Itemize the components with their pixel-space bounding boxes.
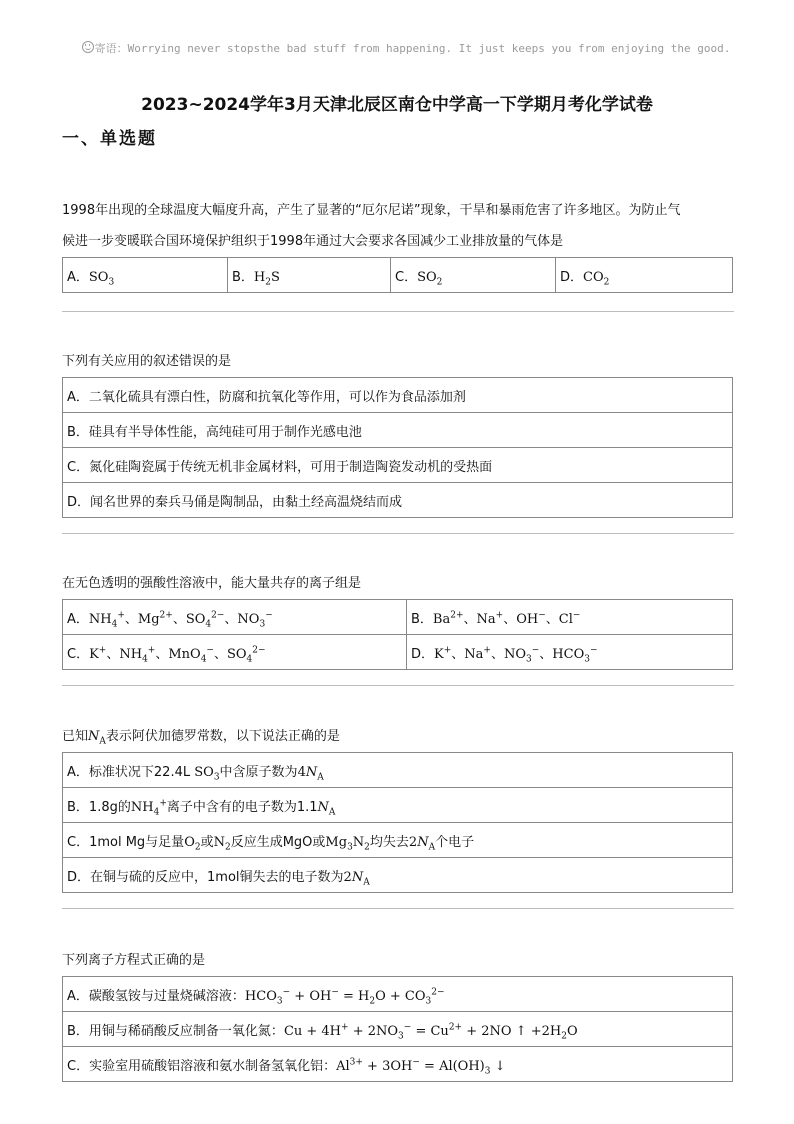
question-stem: 在无色透明的强酸性溶液中，能大量共存的离子组是 <box>62 576 362 591</box>
question-stem: 1998年出现的全球温度大幅度升高，产生了显著的“厄尔尼诺”现象，干旱和暴雨危害了许多地区。为防止气 候进一步变暖联合国环境保护组织于1998年通过大会要求各国减少工业排放量的气体是 <box>62 203 681 249</box>
option-b[interactable]: B．$Ba^{2+}$、Na+、OH−、Cl− <box>407 600 733 635</box>
options-table <box>62 257 733 293</box>
options-table <box>62 599 733 670</box>
option-a[interactable]: A．二氧化硫具有漂白性，防腐和抗氧化等作用，可以作为食品添加剂 <box>63 378 733 413</box>
option-a[interactable]: A．$SO_3$ <box>63 258 228 293</box>
option-a[interactable]: A．$NH_4^+$、$Mg^{2+}$、$SO_4^{2-}$、$NO_3^-$ <box>63 600 407 635</box>
question-stem: 已知$N_A$表示阿伏加德罗常数，以下说法正确的是 <box>62 729 340 747</box>
page-title: 2023~2024学年3月天津北辰区南仓中学高一下学期月考化学试卷 <box>141 95 653 115</box>
watermark <box>52 40 760 58</box>
option-c[interactable]: C．K+、$NH_4^+$、MnO$_4$−、$SO_4^{2-}$ <box>63 635 407 670</box>
question-2 <box>62 346 734 518</box>
section-heading: 一、单选题 <box>62 129 157 149</box>
option-d[interactable]: D．闻名世界的秦兵马俑是陶制品，由黏土经高温烧结而成 <box>63 483 733 518</box>
options-table <box>62 377 733 518</box>
smiley-icon <box>82 41 94 53</box>
option-b[interactable]: B．$H_2S$ <box>228 258 391 293</box>
option-a[interactable]: A．标准状况下22.4L $SO_3$中含原子数为$4N_A$ <box>63 753 733 788</box>
options-table <box>62 976 733 1082</box>
option-c[interactable]: C．$SO_2$ <box>391 258 556 293</box>
divider <box>62 685 734 686</box>
question-1 <box>62 195 734 293</box>
divider <box>62 533 734 534</box>
divider <box>62 311 734 312</box>
question-stem: 下列离子方程式正确的是 <box>62 953 206 968</box>
divider <box>62 908 734 909</box>
option-c[interactable]: C．氮化硅陶瓷属于传统无机非金属材料，可用于制造陶瓷发动机的受热面 <box>63 448 733 483</box>
option-b[interactable]: B．用铜与稀硝酸反应制备一氧化氮：$Cu + 4H^+ + 2NO_3^- = Cu^{2+} + 2NO$ ↑ $+2H_2O$ <box>63 1012 733 1047</box>
question-3 <box>62 568 734 670</box>
option-a[interactable]: A．碳酸氢铵与过量烧碱溶液：$HCO_3^- + OH^- = H_2O + CO_3^{2-}$ <box>63 977 733 1012</box>
watermark-text: 寄语：Worrying never stopsthe bad stuff from happening. It just keeps you from enjoying the good. <box>94 42 731 55</box>
option-d[interactable]: D．$CO_2$ <box>556 258 733 293</box>
option-d[interactable]: D．K+、Na+、$NO_3^-$、$HCO_3^-$ <box>407 635 733 670</box>
option-b[interactable]: B．1.8g的$NH_4^+$离子中含有的电子数为$1.1N_A$ <box>63 788 733 823</box>
question-4 <box>62 721 734 893</box>
options-table <box>62 752 733 893</box>
option-c[interactable]: C．1mol Mg与足量$O_2$或$N_2$反应生成MgO或$Mg_3N_2$均失去$2N_A$个电子 <box>63 823 733 858</box>
option-c[interactable]: C．实验室用硫酸铝溶液和氨水制备氢氧化铝：$Al^{3+} + 3OH^- = Al(OH)_3$ ↓ <box>63 1047 733 1082</box>
question-5 <box>62 945 734 1082</box>
option-d[interactable]: D．在铜与硫的反应中，1mol铜失去的电子数为$2N_A$ <box>63 858 733 893</box>
option-b[interactable]: B．硅具有半导体性能，高纯硅可用于制作光感电池 <box>63 413 733 448</box>
question-stem: 下列有关应用的叙述错误的是 <box>62 354 232 369</box>
